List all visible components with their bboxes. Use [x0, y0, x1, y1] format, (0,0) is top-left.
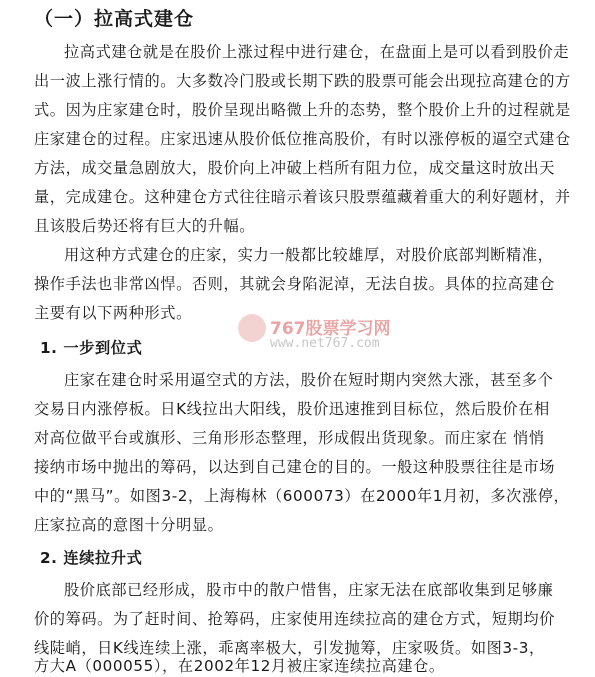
watermark-url: www.net767.com: [270, 336, 380, 351]
paragraph-line: 方法，成交量急剧放大，股价向上冲破上档所有阻力位，成交量这时放出天: [34, 159, 555, 177]
subheading-one-step: 1. 一步到位式: [40, 339, 143, 357]
paragraph-line: 股价底部已经形成，股市中的散户惜售，庄家无法在底部收集到足够廉: [64, 581, 554, 599]
paragraph-line: 主要有以下两种形式。: [34, 304, 192, 322]
paragraph-line: 对高位做平台或旗形、三角形形态整理，形成假出货现象。而庄家在 悄悄: [34, 429, 545, 447]
paragraph-line: 量，完成建仓。这种建仓方式往往暗示着该只股票蕴藏着重大的利好题材，并: [34, 188, 571, 206]
paragraph-line: 且该股后势还将有巨大的升幅。: [34, 217, 256, 235]
paragraph-line: 交易日内涨停板。日K线拉出大阳线，股价迅速推到目标位，然后股价在相: [34, 400, 550, 418]
paragraph-line: 用这种方式建仓的庄家，实力一般都比较雄厚，对股价底部判断精准，: [64, 246, 554, 264]
section-heading: （一）拉高式建仓: [34, 8, 195, 30]
paragraph-line: 拉高式建仓就是在股价上涨过程中进行建仓，在盘面上是可以看到股价走: [64, 43, 570, 61]
watermark: [238, 312, 448, 356]
paragraph-line: 线陡峭，日K线连续上涨，乖离率极大，引发抛筹，庄家吸货。如图3-3，: [34, 639, 545, 657]
watermark-logo-icon: [238, 314, 266, 342]
paragraph-line: 庄家拉高的意图十分明显。: [34, 516, 224, 534]
paragraph-line: 操作手法也非常凶悍。否则，其就会身陷泥淖，无法自拔。具体的拉高建仓: [34, 275, 555, 293]
paragraph-line: 价的筹码。为了赶时间、抢筹码，庄家使用连续拉高的建仓方式，短期均价: [34, 610, 555, 628]
paragraph-line: 接纳市场中抛出的筹码，以达到自己建仓的目的。一般这种股票往往是市场: [34, 458, 555, 476]
paragraph-line: 方大A（000055），在2002年12月被庄家连续拉高建仓。: [34, 657, 445, 675]
paragraph-line: 式。因为庄家建仓时，股价呈现出略微上升的态势，整个股价上升的过程就是: [34, 101, 571, 119]
subheading-continuous: 2. 连续拉升式: [40, 549, 143, 567]
paragraph-line: 庄家建仓的过程。庄家迅速从股价低位推高股价，有时以涨停板的逼空式建仓: [34, 130, 571, 148]
watermark-title: 767股票学习网: [270, 319, 391, 339]
paragraph-line: 中的“黑马”。如图3-2，上海梅林（600073）在2000年1月初，多次涨停，: [34, 487, 570, 505]
paragraph-line: 庄家在建仓时采用逼空式的方法，股价在短时期内突然大涨，甚至多个: [64, 371, 554, 389]
paragraph-line: 出一波上涨行情的。大多数冷门股或长期下跌的股票可能会出现拉高建仓的方: [34, 72, 571, 90]
